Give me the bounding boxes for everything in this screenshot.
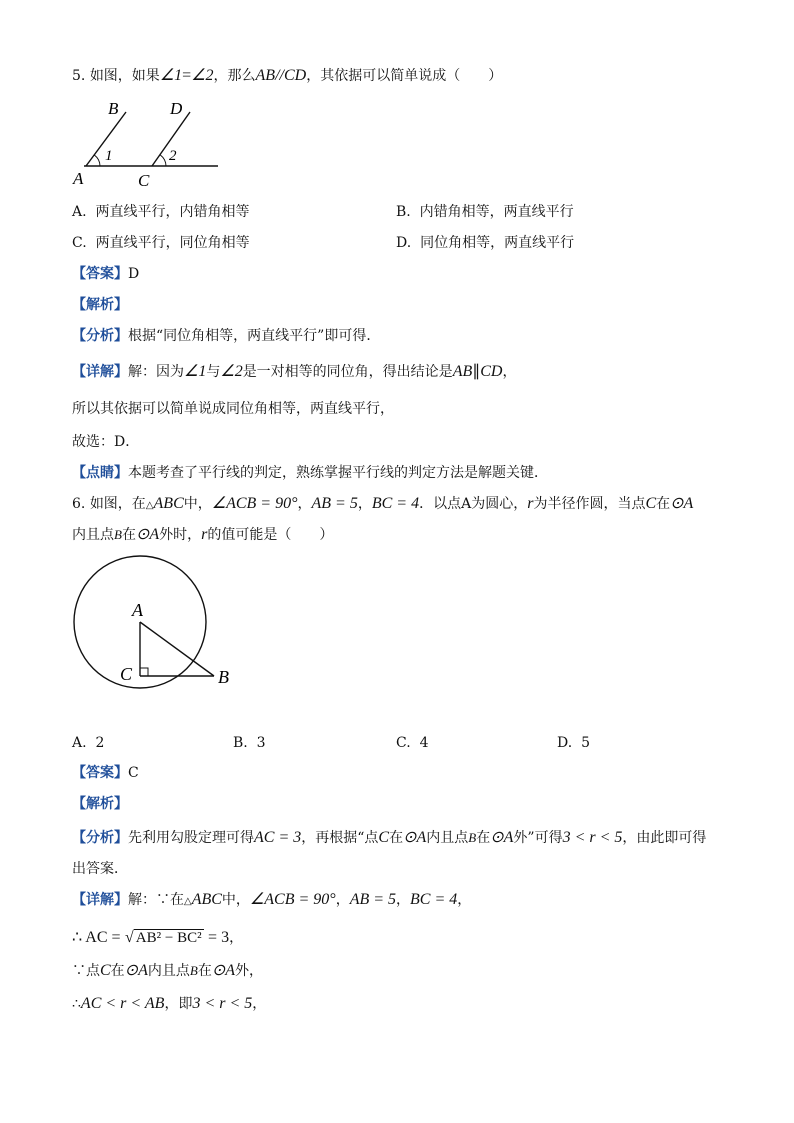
q5-label-2: 2 bbox=[169, 148, 177, 164]
q5-label-b: B bbox=[108, 99, 119, 118]
q6-analysis-heading: 【解析】 bbox=[72, 796, 128, 812]
q5-answer: 【答案】D bbox=[72, 266, 140, 282]
q6-circle-triangle-figure bbox=[66, 552, 246, 697]
q6-option-b: B. 3 bbox=[233, 735, 266, 751]
q6-answer: 【答案】C bbox=[72, 765, 139, 781]
q5-option-c: C. 两直线平行，同位角相等 bbox=[72, 235, 250, 251]
q5-detail-line2: 所以其依据可以简单说成同位角相等，两直线平行， bbox=[72, 401, 394, 417]
q5-option-d: D. 同位角相等，两直线平行 bbox=[396, 235, 575, 251]
q6-label-b: B bbox=[218, 667, 229, 687]
q5-label-a: A bbox=[73, 169, 84, 188]
q6-number: 6. bbox=[72, 496, 86, 512]
q5-fenxi: 【分析】根据“同位角相等，两直线平行”即可得． bbox=[72, 328, 381, 344]
q6-xiangjie-line1: 【详解】解：∵在△ABC中，∠ACB = 90°，AB = 5，BC = 4， bbox=[72, 891, 472, 908]
q5-stem: 5. 如图，如果∠1=∠2，那么AB//CD，其依据可以简单说成（ ） bbox=[72, 67, 503, 84]
q5-analysis-heading: 【解析】 bbox=[72, 297, 128, 313]
q5-label-c: C bbox=[138, 171, 150, 190]
q6-label-c: C bbox=[120, 664, 133, 684]
q6-fenxi-line2: 出答案． bbox=[72, 861, 128, 877]
q6-side-ab bbox=[140, 622, 214, 676]
q5-detail-line3: 故选：D． bbox=[72, 434, 140, 450]
q6-xiangjie-line3: ∵点C在⊙A内且点B在⊙A外， bbox=[72, 962, 263, 979]
q5-dianjing: 【点睛】本题考查了平行线的判定，熟练掌握平行线的判定方法是解题关键． bbox=[72, 465, 548, 481]
q6-option-a: A. 2 bbox=[72, 735, 105, 751]
q5-option-b: B. 内错角相等，两直线平行 bbox=[396, 204, 574, 220]
q6-right-angle-mark bbox=[140, 668, 148, 676]
q5-parallel-lines-figure bbox=[70, 98, 230, 190]
q5-label-1: 1 bbox=[105, 148, 113, 164]
q5-label-d: D bbox=[170, 99, 183, 118]
q5-xiangjie: 【详解】解：因为∠1与∠2是一对相等的同位角，得出结论是AB∥CD， bbox=[72, 363, 517, 380]
q6-option-d: D. 5 bbox=[557, 735, 591, 751]
q6-xiangjie-line2: ∴ AC = √ AB² − BC² = 3， bbox=[72, 929, 244, 946]
q5-angle2-arc bbox=[160, 155, 166, 166]
q6-label-a: A bbox=[132, 600, 143, 620]
q6-stem-line2: 内且点B在⊙A外时，r的值可能是（ ） bbox=[72, 526, 334, 543]
q6-fenxi-line1: 【分析】先利用勾股定理可得AC = 3，再根据“点C在⊙A内且点B在⊙A外”可得3 < r < 5，由此即可得 bbox=[72, 829, 707, 846]
q6-option-c: C. 4 bbox=[396, 735, 429, 751]
sqrt-expression: √ AB² − BC² bbox=[125, 929, 202, 946]
q5-number: 5. bbox=[72, 68, 86, 84]
q6-xiangjie-line4: ∴AC < r < AB，即3 < r < 5， bbox=[72, 995, 267, 1012]
q5-option-a: A. 两直线平行，内错角相等 bbox=[72, 204, 250, 220]
q6-stem-line1: 6. 如图，在△ABC中，∠ACB = 90°，AB = 5，BC = 4．以点A为圆心，r为半径作圆，当点C在⊙A bbox=[72, 495, 694, 512]
q5-angle1-arc bbox=[94, 155, 100, 166]
